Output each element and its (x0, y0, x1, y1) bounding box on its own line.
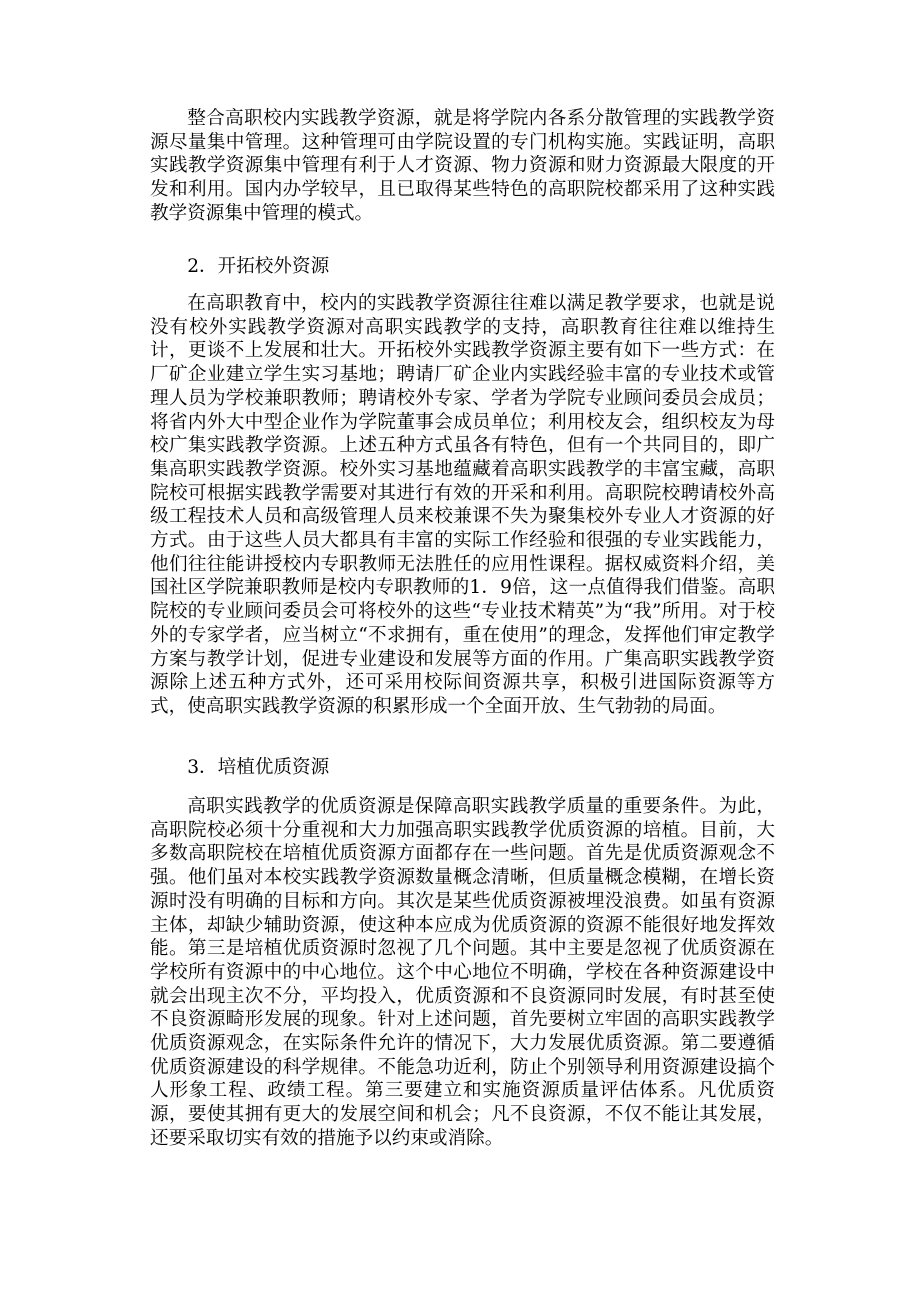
section-heading-cultivate-quality-resources: 3．培植优质资源 (187, 757, 330, 778)
paragraph-cultivate-quality-resources: 高职实践教学的优质资源是保障高职实践教学质量的重要条件。为此，高职院校必须十分重视和大力加强高职实践教学优质资源的培植。目前，大多数高职院校在培植优质资源方面都存在一些问题。首先是优质资源观念不强。他们虽对本校实践教学资源数量概念清晰，但质量概念模糊，在增长资源时没有明确的目标和方向。其次是某些优质资源被埋没浪费。如虽有资源主体，却缺少辅助资源，使这种本应成为优质资源的资源不能很好地发挥效能。第三是培植优质资源时忽视了几个问题。其中主要是忽视了优质资源在学校所有资源中的中心地位。这个中心地位不明确，学校在各种资源建设中就会出现主次不分，平均投入，优质资源和不良资源同时发展，有时甚至使不良资源畸形发展的现象。针对上述问题，首先要树立牢固的高职实践教学优质资源观念，在实际条件允许的情况下，大力发展优质资源。第二要遵循优质资源建设的科学规律。不能急功近利，防止个别领导利用资源建设搞个人形象工程、政绩工程。第三要建立和实施资源质量评估体系。凡优质资源，要使其拥有更大的发展空间和机会；凡不良资源，不仅不能让其发展，还要采取切实有效的措施予以约束或消除。 (150, 796, 775, 1149)
paragraph-integrate-internal-resources: 整合高职校内实践教学资源，就是将学院内各系分散管理的实践教学资源尽量集中管理。这种管理可由学院设置的专门机构实施。实践证明，高职实践教学资源集中管理有利于人才资源、物力资源和财力资源最大限度的开发和利用。国内办学较早，且已取得某些特色的高职院校都采用了这种实践教学资源集中管理的模式。 (150, 108, 775, 224)
section-heading-expand-external-resources: 2．开拓校外资源 (187, 256, 330, 277)
paragraph-expand-external-resources: 在高职教育中，校内的实践教学资源往往难以满足教学要求，也就是说没有校外实践教学资源对高职实践教学的支持，高职教育往往难以维持生计，更谈不上发展和壮大。开拓校外实践教学资源主要有如下一些方式：在厂矿企业建立学生实习基地；聘请厂矿企业内实践经验丰富的专业技术或管理人员为学校兼职教师；聘请校外专家、学者为学院专业顾问委员会成员；将省内外大中型企业作为学院董事会成员单位；利用校友会，组织校友为母校广集实践教学资源。上述五种方式虽各有特色，但有一个共同目的，即广集高职实践教学资源。校外实习基地蕴藏着高职实践教学的丰富宝藏，高职院校可根据实践教学需要对其进行有效的开采和利用。高职院校聘请校外高级工程技术人员和高级管理人员来校兼课不失为聚集校外专业人才资源的好方式。由于这些人员大都具有丰富的实际工作经验和很强的专业实践能力，他们往往能讲授校内专职教师无法胜任的应用性课程。据权威资料介绍，美国社区学院兼职教师是校内专职教师的1．9倍，这一点值得我们借鉴。高职院校的专业顾问委员会可将校外的这些“专业技术精英”为“我”所用。对于校外的专家学者，应当树立“不求拥有，重在使用”的理念，发挥他们审定教学方案与教学计划，促进专业建设和发展等方面的作用。广集高职实践教学资源除上述五种方式外，还可采用校际间资源共享，积极引进国际资源等方式，使高职实践教学资源的积累形成一个全面开放、生气勃勃的局面。 (150, 293, 775, 717)
